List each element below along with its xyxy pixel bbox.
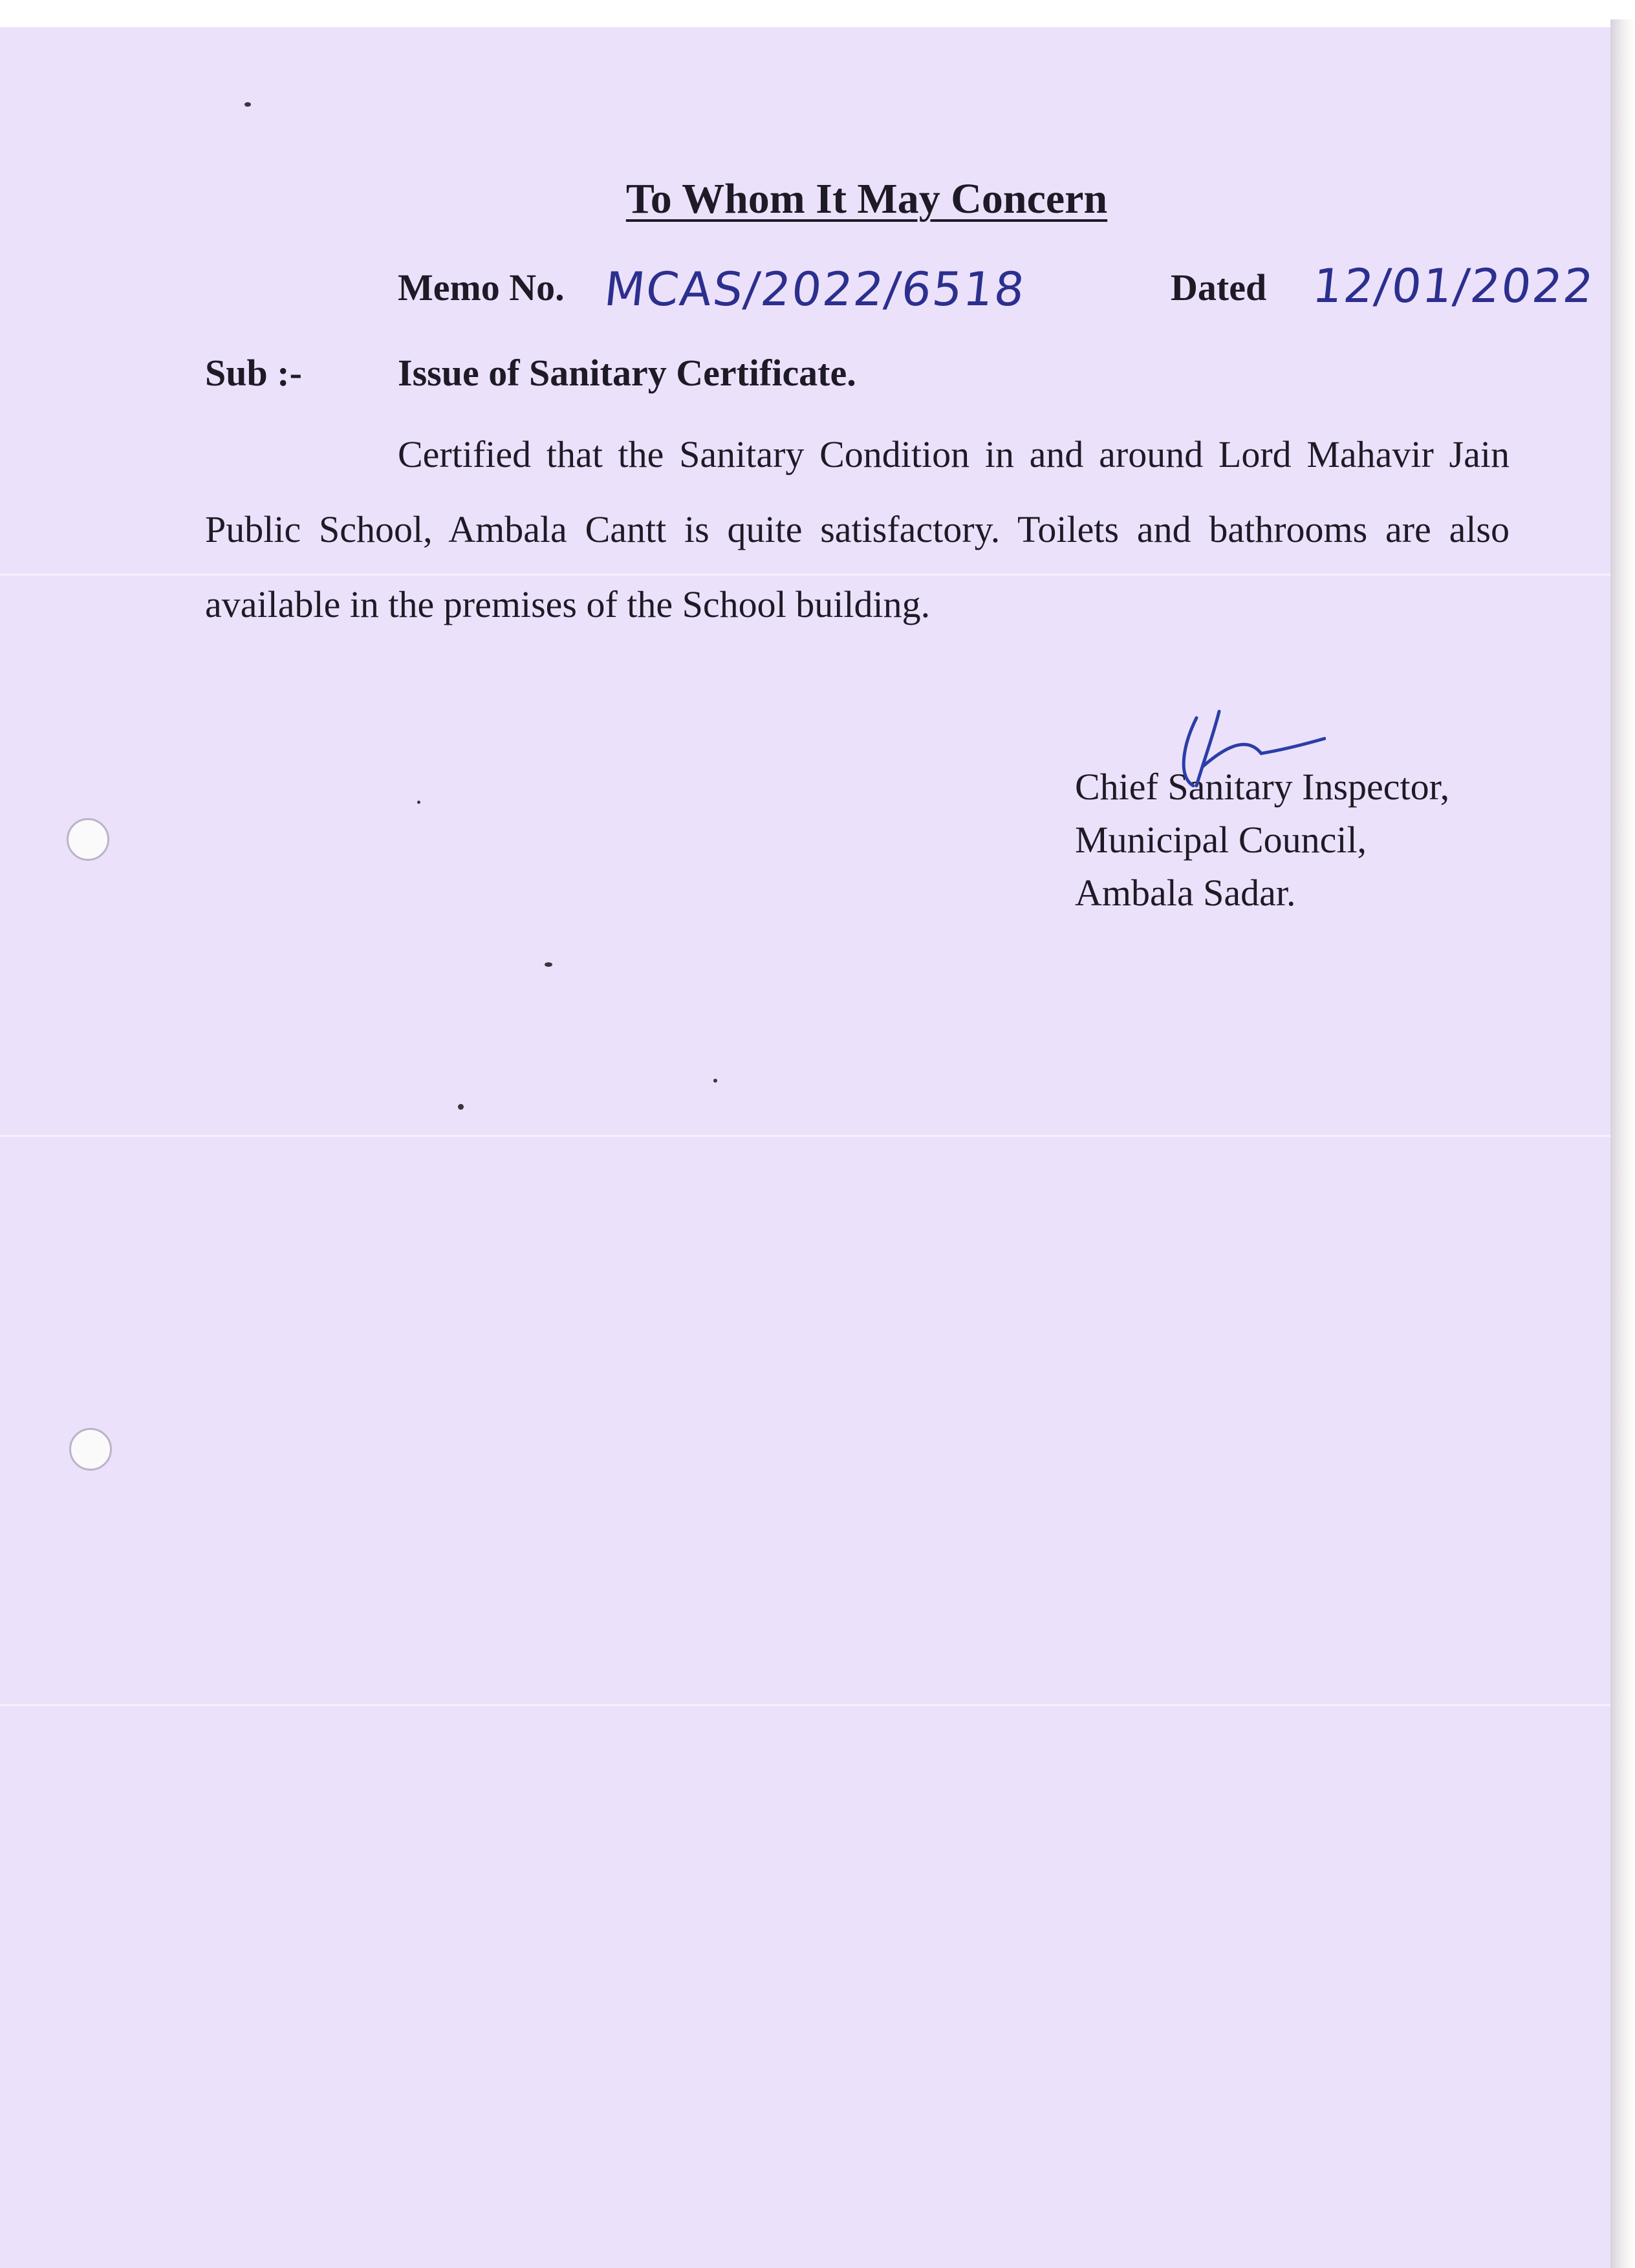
page-edge-shadow bbox=[1610, 19, 1635, 2268]
signature-icon bbox=[1158, 705, 1326, 789]
document-title: To Whom It May Concern bbox=[625, 175, 1108, 222]
fold-line bbox=[0, 1704, 1610, 1706]
paper-speck bbox=[713, 1079, 717, 1083]
fold-line bbox=[0, 1135, 1610, 1137]
paper-speck bbox=[417, 801, 420, 804]
punch-hole bbox=[69, 1428, 112, 1471]
signatory-place: Ambala Sadar. bbox=[1075, 872, 1296, 914]
subject-label: Sub :- bbox=[205, 352, 302, 394]
dated-label: Dated bbox=[1171, 266, 1267, 308]
memo-number-handwritten: MCAS/2022/6518 bbox=[601, 262, 1028, 316]
paper-speck bbox=[458, 1104, 464, 1110]
subject-text: Issue of Sanitary Certificate. bbox=[398, 352, 856, 394]
signatory-title: Chief Sanitary Inspector, bbox=[1075, 766, 1450, 808]
memo-label: Memo No. bbox=[398, 266, 565, 308]
signatory-office: Municipal Council, bbox=[1075, 819, 1367, 861]
certificate-body: Certified that the Sanitary Condition in and around Lord Mahavir Jain Public School, Ambala Cantt is quite satisfactory. Toilets and bathrooms are also available in the premises of the School building. bbox=[205, 433, 1510, 625]
date-handwritten: 12/01/2022 bbox=[1310, 259, 1597, 313]
paper-speck bbox=[545, 962, 552, 967]
paper-speck bbox=[244, 102, 251, 107]
punch-hole bbox=[67, 818, 109, 861]
